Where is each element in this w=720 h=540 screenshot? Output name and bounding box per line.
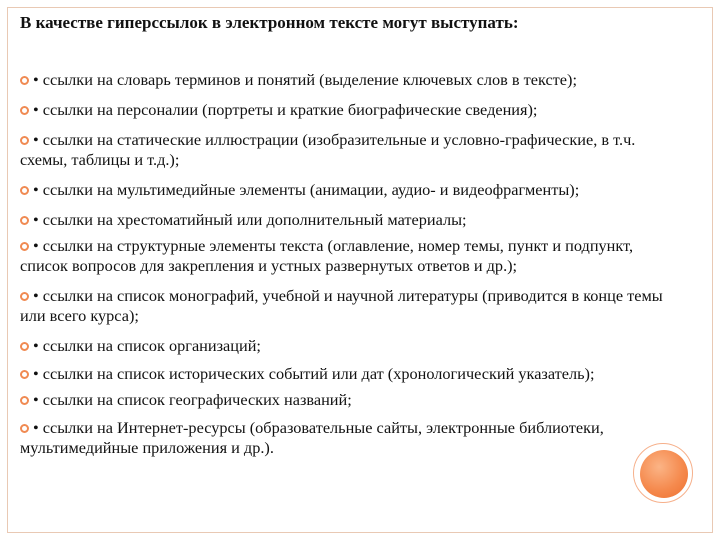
item-text: ссылки на статические иллюстрации (изобразительные и условно-графические, в т.ч. схемы, таблицы и т.д.); xyxy=(20,130,636,169)
item-dot: • xyxy=(33,70,39,89)
item-dot: • xyxy=(33,180,39,199)
bullet-circle-icon xyxy=(20,242,29,251)
item-dot: • xyxy=(33,286,39,305)
decorative-orange-circle xyxy=(640,450,688,498)
list-item xyxy=(20,70,680,90)
item-dot: • xyxy=(33,364,39,383)
bullet-circle-icon xyxy=(20,136,29,145)
list-item xyxy=(20,236,680,276)
bullet-circle-icon xyxy=(20,342,29,351)
list-item xyxy=(20,100,680,120)
bullet-circle-icon xyxy=(20,76,29,85)
bullet-circle-icon xyxy=(20,424,29,433)
list-item xyxy=(20,336,680,356)
list-item xyxy=(20,390,680,410)
item-dot: • xyxy=(33,130,39,149)
item-dot: • xyxy=(33,100,39,119)
item-text: ссылки на структурные элементы текста (оглавление, номер темы, пункт и подпункт, список вопросов для закрепления и устных развернутых ответов и др.); xyxy=(20,236,634,275)
slide-title: В качестве гиперссылок в электронном тексте могут выступать: xyxy=(20,13,519,32)
item-text: ссылки на Интернет-ресурсы (образовательные сайты, электронные библиотеки, мультимедийные приложения и др.). xyxy=(20,418,604,457)
item-text: ссылки на персоналии (портреты и краткие биографические сведения); xyxy=(42,100,538,119)
bullet-circle-icon xyxy=(20,396,29,405)
list-item xyxy=(20,130,680,170)
item-text: ссылки на хрестоматийный или дополнительный материалы; xyxy=(42,210,467,229)
list-item xyxy=(20,286,680,326)
list-item xyxy=(20,364,680,384)
bullet-circle-icon xyxy=(20,370,29,379)
item-dot: • xyxy=(33,336,39,355)
item-text: ссылки на мультимедийные элементы (анимации, аудио- и видеофрагменты); xyxy=(42,180,580,199)
item-text: ссылки на список географических названий; xyxy=(42,390,352,409)
list-item xyxy=(20,418,680,458)
item-text: ссылки на список организаций; xyxy=(42,336,261,355)
bullet-circle-icon xyxy=(20,216,29,225)
list-item xyxy=(20,210,680,230)
list-item xyxy=(20,180,680,200)
item-dot: • xyxy=(33,390,39,409)
item-dot: • xyxy=(33,418,39,437)
bullet-circle-icon xyxy=(20,186,29,195)
item-text: ссылки на список монографий, учебной и научной литературы (приводится в конце темы или всего курса); xyxy=(20,286,663,325)
item-dot: • xyxy=(33,236,39,255)
item-text: ссылки на словарь терминов и понятий (выделение ключевых слов в тексте); xyxy=(42,70,577,89)
item-text: ссылки на список исторических событий или дат (хронологический указатель); xyxy=(42,364,595,383)
bullet-circle-icon xyxy=(20,106,29,115)
bullet-circle-icon xyxy=(20,292,29,301)
item-dot: • xyxy=(33,210,39,229)
